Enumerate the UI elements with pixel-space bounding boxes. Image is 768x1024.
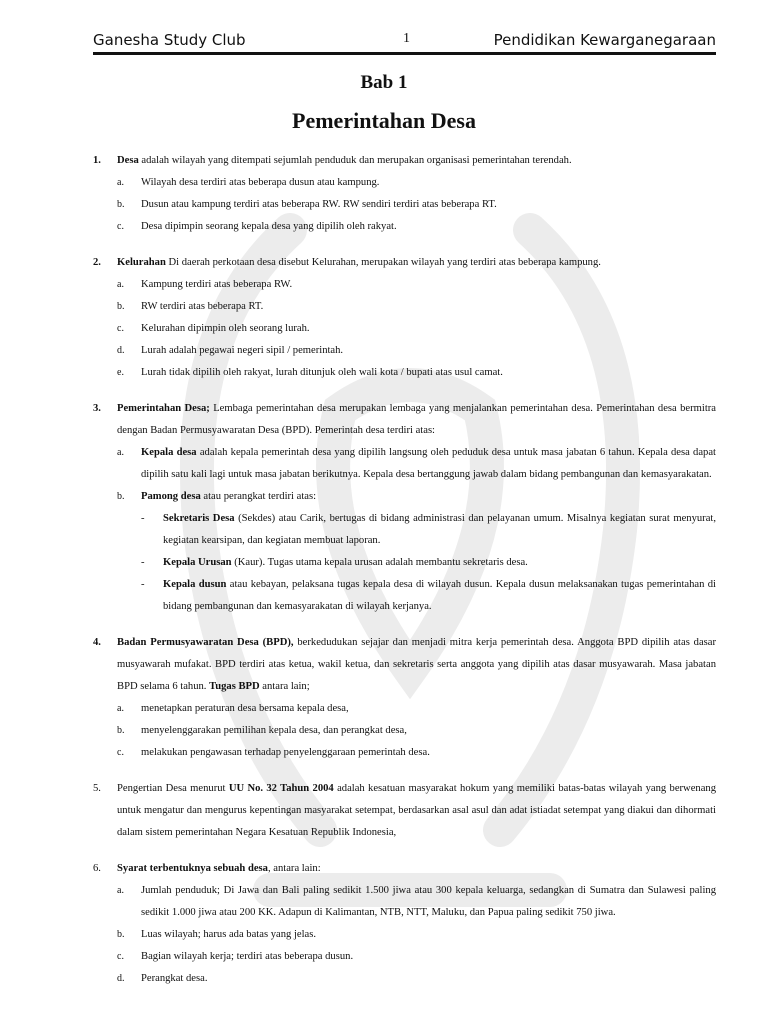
document-body	[93, 150, 716, 1004]
list-item	[117, 968, 716, 990]
term: Kepala dusun	[163, 579, 227, 590]
list-item	[117, 946, 716, 968]
term: Desa	[117, 155, 139, 166]
item-letter: e.	[117, 367, 124, 378]
term: Sekretaris Desa	[163, 513, 235, 524]
page-number: 1	[403, 31, 410, 46]
header-left: Ganesha Study Club	[93, 31, 246, 49]
item-text: Jumlah penduduk; Di Jawa dan Bali paling sedikit 1.500 jiwa atau 300 kepala keluarga, sedangkan di Sumatra dan Sulawesi paling sedikit 1.000 jiwa atau 200 KK. Adapun di Kalimantan, NTB, NTT, Maluku, dan Papua paling sedikit 750 jiwa.	[141, 885, 716, 918]
item-letter: a.	[117, 447, 124, 458]
section-number: 4.	[93, 637, 101, 648]
term: Kepala Urusan	[163, 557, 232, 568]
sub-item	[141, 508, 716, 552]
section-lead	[117, 150, 716, 172]
item-text: Wilayah desa terdiri atas beberapa dusun atau kampung.	[141, 177, 380, 188]
item-letter: c.	[117, 323, 124, 334]
section-lead	[117, 778, 716, 844]
section-lead	[117, 632, 716, 698]
section-3	[93, 398, 716, 618]
document-title: Pemerintahan Desa	[292, 108, 476, 133]
sub-item	[141, 574, 716, 618]
section-lead	[117, 398, 716, 442]
item-letter: a.	[117, 885, 124, 896]
section-number: 3.	[93, 403, 101, 414]
item-text: melakukan pengawasan terhadap penyelenggaraan pemerintah desa.	[141, 747, 430, 758]
lead-text: berkedudukan sejajar dan menjadi mitra kerja pemerintah desa. Anggota BPD dipilih atas dasar musyawarah mufakat. BPD terdiri atas ketua, wakil ketua, dan sekretaris serta anggota yang dipilih atas dasar musyawarah. Masa jabatan BPD selama 6 tahun.	[117, 637, 716, 692]
lead-text: , antara lain:	[267, 863, 321, 874]
item-letter: d.	[117, 345, 125, 356]
item-letter: b.	[117, 199, 125, 210]
dash: -	[141, 579, 145, 590]
lead-text: Di daerah perkotaan desa disebut Kelurahan, merupakan wilayah yang terdiri atas beberapa kampung.	[165, 257, 601, 268]
item-text: Bagian wilayah kerja; terdiri atas beberapa dusun.	[141, 951, 354, 962]
item-letter: a.	[117, 703, 124, 714]
sub-item	[141, 552, 716, 574]
header-right: Pendidikan Kewarganegaraan	[493, 31, 716, 49]
section-4	[93, 632, 716, 764]
section-number: 5.	[93, 783, 101, 794]
item-letter: c.	[117, 951, 124, 962]
list-item	[117, 318, 716, 340]
page-header	[93, 31, 716, 53]
list-item	[117, 742, 716, 764]
section-lead	[117, 252, 716, 274]
section-number: 6.	[93, 863, 101, 874]
lead-text: adalah wilayah yang ditempati sejumlah penduduk dan merupakan organisasi pemerintahan terendah.	[138, 155, 572, 166]
list-item	[117, 442, 716, 486]
item-text: Perangkat desa.	[141, 973, 208, 984]
section-1	[93, 150, 716, 238]
item-text: menetapkan peraturan desa bersama kepala desa,	[141, 703, 349, 714]
list-item	[117, 698, 716, 720]
term: Pamong desa	[141, 491, 201, 502]
dash: -	[141, 513, 145, 524]
chapter-heading: Bab 1	[360, 72, 408, 93]
dash: -	[141, 557, 145, 568]
item-text: atau perangkat terdiri atas:	[200, 491, 317, 502]
list-item	[117, 486, 716, 618]
section-number: 2.	[93, 257, 101, 268]
item-text: Kampung terdiri atas beberapa RW.	[141, 279, 293, 290]
lead-text: antara lain;	[259, 681, 310, 692]
item-text: Luas wilayah; harus ada batas yang jelas.	[141, 929, 317, 940]
item-letter: c.	[117, 747, 124, 758]
list-item	[117, 274, 716, 296]
term: Kepala desa	[141, 447, 197, 458]
list-item	[117, 362, 716, 384]
item-text: menyelenggarakan pemilihan kepala desa, dan perangkat desa,	[141, 725, 407, 736]
list-item	[117, 296, 716, 318]
list-item	[117, 216, 716, 238]
sub-text: (Kaur). Tugas utama kepala urusan adalah membantu sekretaris desa.	[231, 557, 528, 568]
section-2	[93, 252, 716, 384]
item-letter: c.	[117, 221, 124, 232]
list-item	[117, 880, 716, 924]
lead-text: Pengertian Desa menurut	[117, 783, 229, 794]
term: Tugas BPD	[209, 681, 260, 692]
item-text: adalah kepala pemerintah desa yang dipilih langsung oleh peduduk desa untuk masa jabatan 6 tahun. Kepala desa dapat dipilih satu kali lagi untuk masa jabatan berikutnya. Kepala desa bertanggung jawab dalam bidang pembangunan dan kemasyarakatan.	[141, 447, 716, 480]
term: Syarat terbentuknya sebuah desa	[117, 863, 268, 874]
sub-text: (Sekdes) atau Carik, bertugas di bidang administrasi dan pelayanan umum. Misalnya kegiatan surat menyurat, kegiatan kearsipan, dan kegiatan membuat laporan.	[163, 513, 717, 546]
item-text: Lurah tidak dipilih oleh rakyat, lurah ditunjuk oleh wali kota / bupati atas usul camat.	[141, 367, 503, 378]
item-text: Desa dipimpin seorang kepala desa yang dipilih oleh rakyat.	[141, 221, 397, 232]
section-6	[93, 858, 716, 990]
lead-text: adalah kesatuan masyarakat hokum yang memiliki batas-batas wilayah yang berwenang untuk mengatur dan mengurus kepentingan masyarakat setempat, berdasarkan asal asul dan adat istiadat setempat yang diakui dan dihormati dalam sistem pemerintahan Negara Kesatuan Republik Indonesia,	[117, 783, 717, 838]
item-letter: d.	[117, 973, 125, 984]
list-item	[117, 720, 716, 742]
list-item	[117, 924, 716, 946]
header-rule	[93, 52, 716, 55]
item-letter: b.	[117, 725, 125, 736]
item-letter: b.	[117, 301, 125, 312]
term: Pemerintahan Desa;	[117, 403, 210, 414]
item-text: Dusun atau kampung terdiri atas beberapa RW. RW sendiri terdiri atas beberapa RT.	[141, 199, 497, 210]
term: Kelurahan	[117, 257, 166, 268]
section-number: 1.	[93, 155, 101, 166]
item-text: RW terdiri atas beberapa RT.	[141, 301, 264, 312]
lead-text: Lembaga pemerintahan desa merupakan lembaga yang menjalankan pemerintahan desa. Pemerintahan desa bermitra dengan Badan Permusyawaratan Desa (BPD). Pemerintah desa terdiri atas:	[117, 403, 716, 436]
item-letter: a.	[117, 177, 124, 188]
section-lead	[117, 858, 716, 880]
term: Badan Permusyawaratan Desa (BPD),	[117, 637, 294, 648]
list-item	[117, 172, 716, 194]
term: UU No. 32 Tahun 2004	[228, 783, 334, 794]
item-letter: a.	[117, 279, 124, 290]
sub-text: atau kebayan, pelaksana tugas kepala desa di wilayah dusun. Kepala dusun melaksanakan tugas pemerintahan di bidang pembangunan dan kemasyarakatan di wilayah kerjanya.	[163, 579, 716, 612]
list-item	[117, 340, 716, 362]
item-text: Lurah adalah pegawai negeri sipil / pemerintah.	[141, 345, 344, 356]
item-letter: b.	[117, 929, 125, 940]
section-5	[93, 778, 716, 844]
item-letter: b.	[117, 491, 125, 502]
list-item	[117, 194, 716, 216]
item-text: Kelurahan dipimpin oleh seorang lurah.	[141, 323, 310, 334]
